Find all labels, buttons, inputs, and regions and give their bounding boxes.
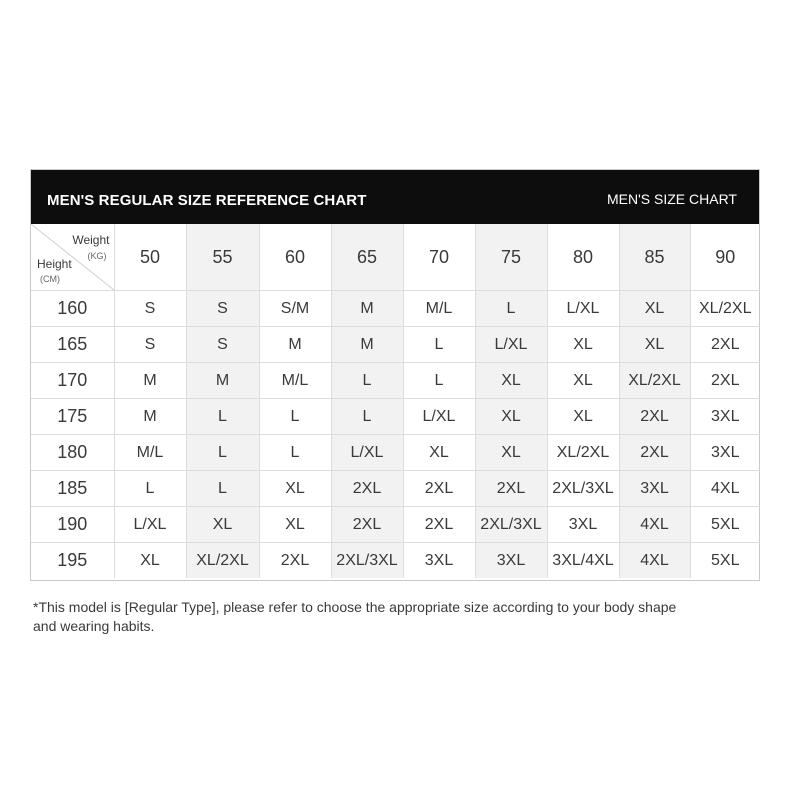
size-cell: XL/2XL [186,543,259,579]
weight-header-cell: 85 [619,224,690,291]
weight-label: Weight [72,233,110,247]
height-cell: 190 [31,507,114,543]
weight-header-cell: 75 [475,224,547,291]
size-cell: XL [547,363,619,399]
weight-header-cell: 90 [690,224,760,291]
size-cell: XL [186,507,259,543]
size-cell: 2XL/3XL [475,507,547,543]
size-cell: XL [114,543,186,579]
size-cell: XL [475,435,547,471]
size-cell: 3XL [475,543,547,579]
weight-header-cell: 55 [186,224,259,291]
size-cell: L [331,363,403,399]
size-cell: XL/2XL [619,363,690,399]
size-cell: S/M [259,291,331,327]
size-cell: L/XL [403,399,475,435]
size-cell: 2XL/3XL [331,543,403,579]
weight-header-cell: 50 [114,224,186,291]
size-cell: L [259,435,331,471]
size-cell: 2XL [403,507,475,543]
size-cell: XL [259,507,331,543]
size-cell: M [114,363,186,399]
size-cell: 2XL [690,363,760,399]
size-cell: L [403,363,475,399]
size-cell: L/XL [331,435,403,471]
size-cell: M/L [403,291,475,327]
size-cell: L [186,399,259,435]
chart-title: MEN'S REGULAR SIZE REFERENCE CHART [47,192,367,209]
size-chart [30,169,760,581]
size-cell: 3XL [690,435,760,471]
height-cell: 165 [31,327,114,363]
size-cell: XL [475,363,547,399]
height-cell: 175 [31,399,114,435]
size-cell: 2XL [403,471,475,507]
size-cell: L [403,327,475,363]
corner-cell [31,224,114,291]
size-cell: L/XL [475,327,547,363]
size-cell: XL [619,291,690,327]
height-cell: 160 [31,291,114,327]
size-cell: XL [547,399,619,435]
size-cell: L/XL [114,507,186,543]
chart-subtitle: MEN'S SIZE CHART [607,191,737,207]
size-cell: XL [259,471,331,507]
size-cell: S [114,291,186,327]
size-cell: M [259,327,331,363]
size-cell: L/XL [547,291,619,327]
header-row [31,224,760,291]
size-cell: L [186,435,259,471]
size-cell: 2XL [619,435,690,471]
size-cell: M/L [259,363,331,399]
table-row [31,399,760,435]
height-unit: (CM) [40,274,60,284]
table-row [31,543,760,579]
size-cell: 3XL/4XL [547,543,619,579]
size-cell: XL [547,327,619,363]
table-row [31,435,760,471]
size-cell: 2XL [619,399,690,435]
size-cell: XL [619,327,690,363]
size-cell: 2XL [331,507,403,543]
size-cell: XL/2XL [690,291,760,327]
size-cell: XL [475,399,547,435]
weight-header-cell: 70 [403,224,475,291]
weight-unit: (KG) [87,251,107,261]
size-cell: 3XL [690,399,760,435]
size-cell: XL [403,435,475,471]
table-row [31,291,760,327]
height-cell: 180 [31,435,114,471]
size-cell: L [186,471,259,507]
size-cell: S [186,327,259,363]
weight-header-cell: 60 [259,224,331,291]
size-cell: 4XL [619,507,690,543]
size-cell: 2XL [475,471,547,507]
table-row [31,507,760,543]
size-cell: 2XL [331,471,403,507]
size-cell: XL/2XL [547,435,619,471]
table-row [31,327,760,363]
weight-header-cell: 65 [331,224,403,291]
weight-header-cell: 80 [547,224,619,291]
size-cell: 2XL [690,327,760,363]
size-cell: 2XL/3XL [547,471,619,507]
size-cell: S [114,327,186,363]
size-cell: L [331,399,403,435]
size-cell: 4XL [690,471,760,507]
height-cell: 185 [31,471,114,507]
height-cell: 195 [31,543,114,579]
size-table [31,224,760,578]
size-cell: L [475,291,547,327]
size-cell: 3XL [403,543,475,579]
chart-banner [31,170,759,224]
footnote: *This model is [Regular Type], please refer to choose the appropriate size according to your body shape and wearing habits. [33,599,677,634]
size-cell: 3XL [547,507,619,543]
size-cell: M [331,327,403,363]
table-row [31,363,760,399]
size-cell: L [114,471,186,507]
size-cell: M/L [114,435,186,471]
size-cell: 5XL [711,551,740,569]
size-cell: 5XL [690,507,760,543]
size-cell: S [186,291,259,327]
size-cell: M [114,399,186,435]
size-cell: M [331,291,403,327]
size-cell: M [186,363,259,399]
height-cell: 170 [31,363,114,399]
size-cell: 4XL [619,543,690,579]
size-cell: 3XL [619,471,690,507]
size-cell: 2XL [259,543,331,579]
size-cell: L [259,399,331,435]
height-label: Height [37,257,72,271]
table-row [31,471,760,507]
